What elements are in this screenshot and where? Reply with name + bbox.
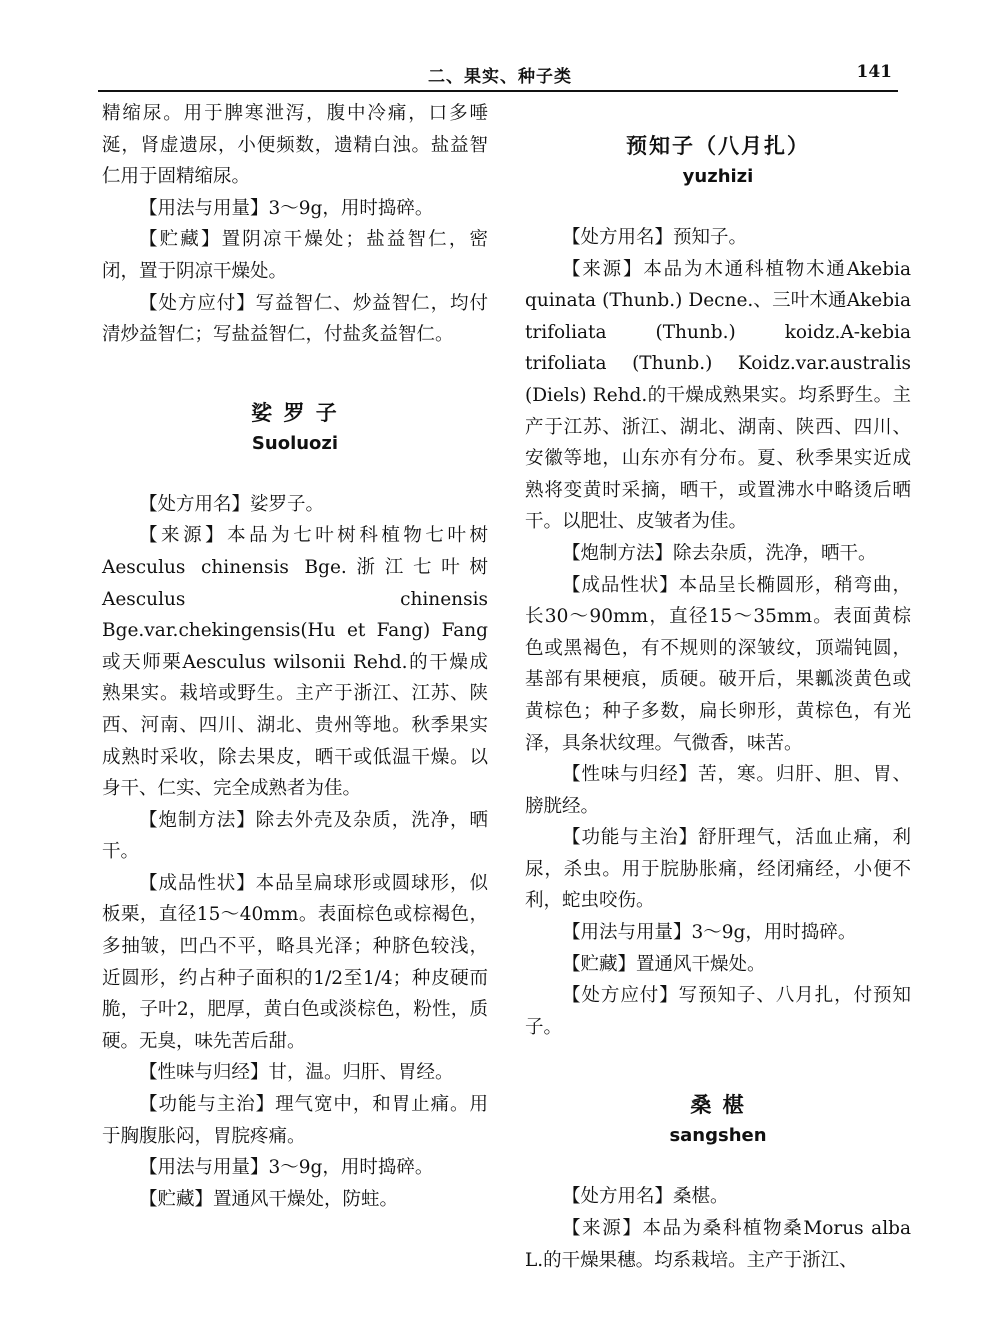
paragraph: 【性味与归经】甘，温。归肝、胃经。 <box>139 1062 454 1084</box>
paragraph: 【处方用名】桑椹。 <box>562 1186 729 1208</box>
paragraph: 【贮藏】置通风干燥处。 <box>562 953 766 975</box>
paragraph: 【炮制方法】除去杂质，洗净，晒干。 <box>562 542 877 564</box>
paragraph: 【用法与用量】3～9g，用时捣碎。 <box>562 922 857 944</box>
paragraph: 【处方应付】写预知子、八月扎，付预知子。 <box>525 985 911 1038</box>
entry-title-sangshen: 桑 椹 <box>690 1093 746 1118</box>
entry-pinyin-sangshen: sangshen <box>669 1125 767 1147</box>
paragraph: 【炮制方法】除去外壳及杂质，洗净，晒干。 <box>102 809 488 863</box>
paragraph: 【功能与主治】理气宽中，和胃止痛。用于胸腹胀闷，胃脘疼痛。 <box>102 1094 488 1147</box>
paragraph: 【处方用名】预知子。 <box>562 227 748 248</box>
left-column <box>102 98 488 1215</box>
paragraph: 【来源】本品为七叶树科植物七叶树Aesculus chinensis Bge.浙江七叶树Aesculus chinensis Bge.var.chekingensis(Hu et Fang) Fang或天师栗Aesculus wilsonii Rehd.的干燥成熟果实。栽培或野生。主产于浙江、江苏、陕西、河南、四川、湖北、贵州等地。秋季果实成熟时采收，除去果皮，晒干或低温干燥。以身干、仁实、完全成熟者为佳。 <box>102 525 488 800</box>
entry-pinyin-suoluozi: Suoluozi <box>251 432 339 454</box>
entry-title-yuzhizi: 预知子（八月扎） <box>626 134 810 158</box>
storage-paragraph: 【贮藏】置阴凉干燥处；盐益智仁，密闭，置于阴凉干燥处。 <box>102 229 488 282</box>
paragraph: 【功能与主治】舒肝理气，活血止痛，利尿，杀虫。用于脘胁胀痛，经闭痛经，小便不利，蛇虫咬伤。 <box>525 827 911 912</box>
entry-pinyin-yuzhizi: yuzhizi <box>682 166 754 187</box>
paragraph: 【性味与归经】苦，寒。归肝、胆、胃、膀胱经。 <box>525 764 911 817</box>
entry-title-suoluozi: 娑 罗 子 <box>251 400 339 425</box>
page-number: 141 <box>856 62 892 82</box>
paragraph: 【用法与用量】3～9g，用时捣碎。 <box>139 1157 434 1179</box>
paragraph: 【成品性状】本品呈长椭圆形，稍弯曲，长30～90mm，直径15～35mm。表面黄棕色或黑褐色，有不规则的深皱纹，顶端钝圆，基部有果梗痕，质硬。破开后，果瓤淡黄色或黄棕色；种子多数，扁长卵形，黄棕色，有光泽，具条状纹理。气微香，味苦。 <box>525 574 911 754</box>
running-header <box>98 58 898 92</box>
dosage-paragraph: 【用法与用量】3～9g，用时捣碎。 <box>139 197 434 219</box>
paragraph: 【成品性状】本品呈扁球形或圆球形，似板栗，直径15～40mm。表面棕色或棕褐色，多抽皱，凹凸不平，略具光泽；种脐色较浅，近圆形，约占种子面积的1/2至1/4；种皮硬而脆，子叶2，肥厚，黄白色或淡棕色，粉性，质硬。无臭，味先苦后甜。 <box>102 872 488 1052</box>
paragraph: 【处方用名】娑罗子。 <box>139 493 325 515</box>
prescription-paragraph: 【处方应付】写益智仁、炒益智仁，均付清炒益智仁；写盐益智仁，付盐炙益智仁。 <box>102 292 488 346</box>
paragraph: 【贮藏】置通风干燥处，防蛀。 <box>139 1188 399 1210</box>
right-column <box>525 98 911 1276</box>
section-title: 二、果实、种子类 <box>428 67 572 87</box>
paragraph: 【来源】本品为木通科植物木通Akebia quinata (Thunb.) Decne.、三叶木通Akebia trifoliata (Thunb.) koidz.A-kebia trifoliata (Thunb.) Koidz.var.australis (Diels) Rehd.的干燥成熟果实。均系野生。主产于江苏、浙江、湖北、湖南、陕西、四川、安徽等地，山东亦有分布。夏、秋季果实近成熟将变黄时采摘，晒干，或置沸水中略烫后晒干。以肥壮、皮皱者为佳。 <box>525 258 911 533</box>
paragraph: 【来源】本品为桑科植物桑Morus alba L.的干燥果穗。均系栽培。主产于浙江、 <box>525 1218 911 1271</box>
continued-text: 精缩尿。用于脾寒泄泻，腹中冷痛，口多唾涎，肾虚遗尿，小便频数，遗精白浊。盐益智仁用于固精缩尿。 <box>102 103 488 188</box>
